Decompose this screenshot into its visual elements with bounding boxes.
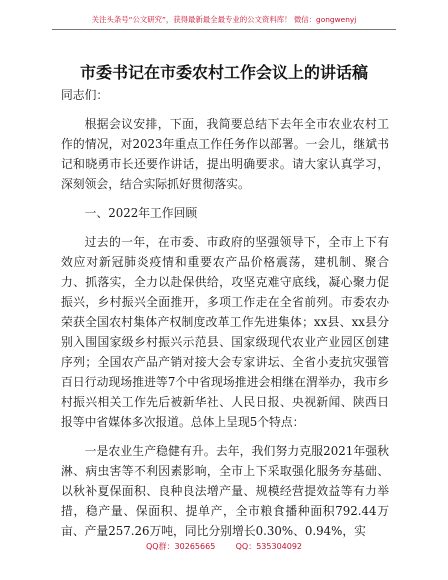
review-paragraph: 过去的一年，在市委、市政府的坚强领导下，全市上下有效应对新冠肺炎疫情和重要农产品价格震荡，建机制、聚合力、抓落实，全力以赴保供给，攻坚克难守底线，凝心聚力促振兴，乡村振兴全面推开，多项工作走在全省前列。市委农办荣获全国农村集体产权制度改革工作先进集体；xx县、xx县分别入围国家级乡村振兴示范县、国家级现代农业产业园区创建序列；全国农产品产销对接大会专家讲坛、全省小麦抗灾强管百日行动现场推进等7个中省现场推进会相继在渭举办，我市乡村振兴相关工作先后被新华社、人民日报、央视新闻、陕西日报等中省媒体多次报道。总体上呈现5个特点： [61,235,389,429]
salutation: 同志们： [61,88,109,102]
document-title: 市委书记在市委农村工作会议上的讲话稿 [79,63,368,82]
point-one-paragraph: 一是农业生产稳健有升。去年，我们努力克服2021年强秋淋、病虫害等不利因素影响，全市上下采取强化服务夯基础、以秋补夏保面积、良种良法增产量、规模经营提效益等有力举措，稳产量、保面积、提单产，全市粮食播种面积792.44万亩、产量257.26万吨，同比分别增长0.30%、0.94%，实 [61,444,389,538]
header-divider [52,29,396,30]
header-banner: 关注头条号“公文研究”，获得最新最全最专业的公文资料库！ 微信：gongwenyj [91,15,357,24]
section-heading: 一、2022年工作回顾 [84,206,198,220]
document-body [61,85,389,541]
intro-paragraph: 根据会议安排，下面，我简要总结下去年全市农业农村工作的情况，对2023年重点工作任务作以部署。一会儿，继斌书记和晓勇市长还要作讲话，提出明确要求。请大家认真学习，深刻领会，结合实际抓好贯彻落实。 [61,117,389,191]
footer-contact: QQ群：30265665 QQ：535304092 [145,542,303,551]
